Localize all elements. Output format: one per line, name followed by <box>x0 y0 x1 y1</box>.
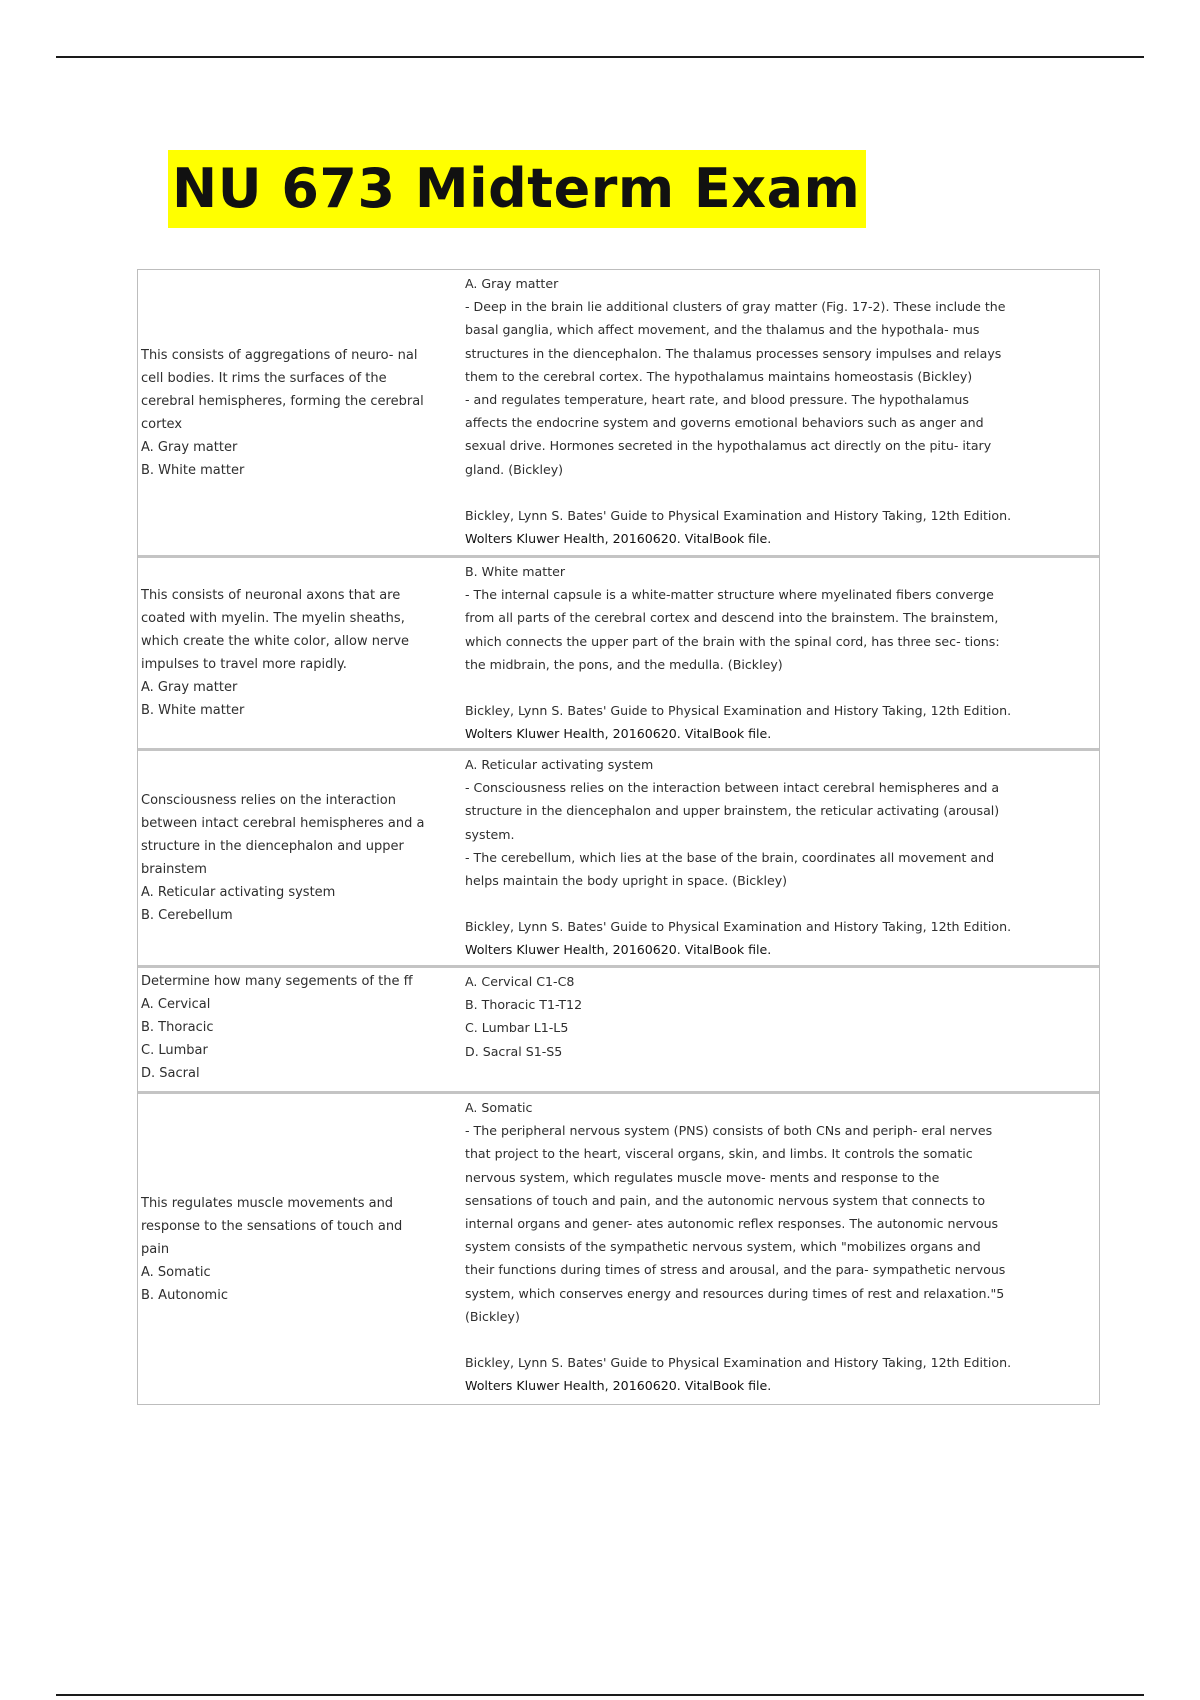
qa-table <box>137 269 1100 1405</box>
answer-cell <box>465 751 1099 965</box>
answer-line: sexual drive. Hormones secreted in the hypothalamus act directly on the pitu- itary <box>465 438 992 454</box>
answer-line: structures in the diencephalon. The thalamus processes sensory impulses and relays <box>465 345 1002 361</box>
question-line: C. Lumbar <box>141 1043 208 1058</box>
question-line: A. Gray matter <box>141 439 238 455</box>
question-line: cerebral hemispheres, forming the cerebral <box>141 393 424 409</box>
answer-line: (Bickley) <box>465 1308 520 1324</box>
answer-line: - The peripheral nervous system (PNS) consists of both CNs and periph- eral nerves <box>465 1123 993 1139</box>
question-line: pain <box>141 1241 170 1257</box>
question-line: A. Gray matter <box>141 680 238 695</box>
question-line: B. White matter <box>141 703 245 718</box>
answer-choice: B. White matter <box>465 564 566 579</box>
citation-line: Wolters Kluwer Health, 20160620. VitalBook file. <box>465 1378 772 1394</box>
answer-cell <box>465 270 1099 555</box>
page-title: NU 673 Midterm Exam <box>168 150 866 228</box>
answer-line: C. Lumbar L1-L5 <box>465 1020 569 1036</box>
question-line: Determine how many segements of the ff <box>141 974 413 989</box>
question-line: between intact cerebral hemispheres and a <box>141 816 425 831</box>
question-line: A. Cervical <box>141 997 211 1012</box>
top-rule <box>56 56 1144 58</box>
question-line: impulses to travel more rapidly. <box>141 657 347 672</box>
question-line: A. Reticular activating system <box>141 885 336 900</box>
question-line: cell bodies. It rims the surfaces of the <box>141 370 387 386</box>
answer-line: which connects the upper part of the brain with the spinal cord, has three sec- tions: <box>465 633 1000 649</box>
question-cell <box>138 1094 465 1404</box>
table-row <box>138 558 1099 751</box>
source-citation <box>465 699 1087 745</box>
answer-line: internal organs and gener- ates autonomic reflex responses. The autonomic nervous <box>465 1216 999 1232</box>
answer-line: basal ganglia, which affect movement, and the thalamus and the hypothala- mus <box>465 322 980 338</box>
question-line: coated with myelin. The myelin sheaths, <box>141 611 405 626</box>
question-cell <box>138 968 465 1091</box>
answer-line: them to the cerebral cortex. The hypothalamus maintains homeostasis (Bickley) <box>465 368 973 384</box>
citation-line: Bickley, Lynn S. Bates' Guide to Physical Examination and History Taking, 12th Edition. <box>465 703 1012 719</box>
question-line: A. Somatic <box>141 1264 211 1280</box>
question-line: B. Autonomic <box>141 1287 228 1303</box>
answer-choice: A. Gray matter <box>465 276 559 291</box>
table-row <box>138 968 1099 1094</box>
citation-line: Wolters Kluwer Health, 20160620. VitalBook file. <box>465 942 772 958</box>
question-line: B. Thoracic <box>141 1020 214 1035</box>
question-line: brainstem <box>141 862 207 877</box>
question-cell <box>138 751 465 965</box>
question-line: cortex <box>141 416 183 432</box>
answer-line: the midbrain, the pons, and the medulla. (Bickley) <box>465 656 783 672</box>
question-line: This consists of neuronal axons that are <box>141 588 401 603</box>
answer-line: - The cerebellum, which lies at the base of the brain, coordinates all movement and <box>465 849 995 865</box>
question-line: structure in the diencephalon and upper <box>141 839 404 854</box>
source-citation <box>465 504 1087 550</box>
answer-line: B. Thoracic T1-T12 <box>465 997 583 1013</box>
source-citation <box>465 1351 1087 1397</box>
answer-line: - and regulates temperature, heart rate, and blood pressure. The hypothalamus <box>465 392 969 408</box>
citation-line: Bickley, Lynn S. Bates' Guide to Physical Examination and History Taking, 12th Edition. <box>465 919 1012 935</box>
question-cell <box>138 270 465 555</box>
answer-line: their functions during times of stress and arousal, and the para- sympathetic nervous <box>465 1262 1006 1278</box>
answer-line: - Deep in the brain lie additional clusters of gray matter (Fig. 17-2). These include the <box>465 299 1006 315</box>
table-row <box>138 270 1099 558</box>
answer-line: - The internal capsule is a white-matter structure where myelinated fibers converge <box>465 587 994 603</box>
bottom-rule <box>56 1694 1144 1696</box>
question-line: This regulates muscle movements and <box>141 1195 394 1211</box>
answer-line: gland. (Bickley) <box>465 461 564 477</box>
source-citation <box>465 915 1087 961</box>
question-line: D. Sacral <box>141 1066 200 1081</box>
answer-cell <box>465 968 1099 1091</box>
answer-line: D. Sacral S1-S5 <box>465 1043 563 1059</box>
question-cell <box>138 558 465 748</box>
answer-line: that project to the heart, visceral organs, skin, and limbs. It controls the somatic <box>465 1146 973 1162</box>
table-row <box>138 751 1099 968</box>
answer-line: from all parts of the cerebral cortex and descend into the brainstem. The brainstem, <box>465 610 999 626</box>
question-line: response to the sensations of touch and <box>141 1218 403 1234</box>
table-row <box>138 1094 1099 1404</box>
citation-line: Wolters Kluwer Health, 20160620. VitalBook file. <box>465 531 772 547</box>
citation-line: Wolters Kluwer Health, 20160620. VitalBook file. <box>465 726 772 742</box>
answer-line: - Consciousness relies on the interaction between intact cerebral hemispheres and a <box>465 780 1000 796</box>
answer-cell <box>465 1094 1099 1404</box>
question-line: B. White matter <box>141 462 245 478</box>
answer-choice: A. Somatic <box>465 1100 533 1115</box>
question-line: B. Cerebellum <box>141 908 233 923</box>
answer-line: nervous system, which regulates muscle move- ments and response to the <box>465 1169 940 1185</box>
answer-choice: A. Cervical C1-C8 <box>465 974 575 989</box>
citation-line: Bickley, Lynn S. Bates' Guide to Physical Examination and History Taking, 12th Edition. <box>465 507 1012 523</box>
answer-line: system. <box>465 826 515 842</box>
answer-line: helps maintain the body upright in space. (Bickley) <box>465 873 788 889</box>
answer-line: system, which conserves energy and resources during times of rest and relaxation."5 <box>465 1285 1005 1301</box>
answer-choice: A. Reticular activating system <box>465 757 654 772</box>
question-line: which create the white color, allow nerve <box>141 634 410 649</box>
answer-line: affects the endocrine system and governs emotional behaviors such as anger and <box>465 415 984 431</box>
question-line: This consists of aggregations of neuro- nal <box>141 347 418 363</box>
question-line: Consciousness relies on the interaction <box>141 793 396 808</box>
answer-line: structure in the diencephalon and upper brainstem, the reticular activating (arousal) <box>465 803 1000 819</box>
answer-line: sensations of touch and pain, and the autonomic nervous system that connects to <box>465 1192 986 1208</box>
citation-line: Bickley, Lynn S. Bates' Guide to Physical Examination and History Taking, 12th Edition. <box>465 1355 1012 1371</box>
answer-cell <box>465 558 1099 748</box>
answer-line: system consists of the sympathetic nervous system, which "mobilizes organs and <box>465 1239 981 1255</box>
